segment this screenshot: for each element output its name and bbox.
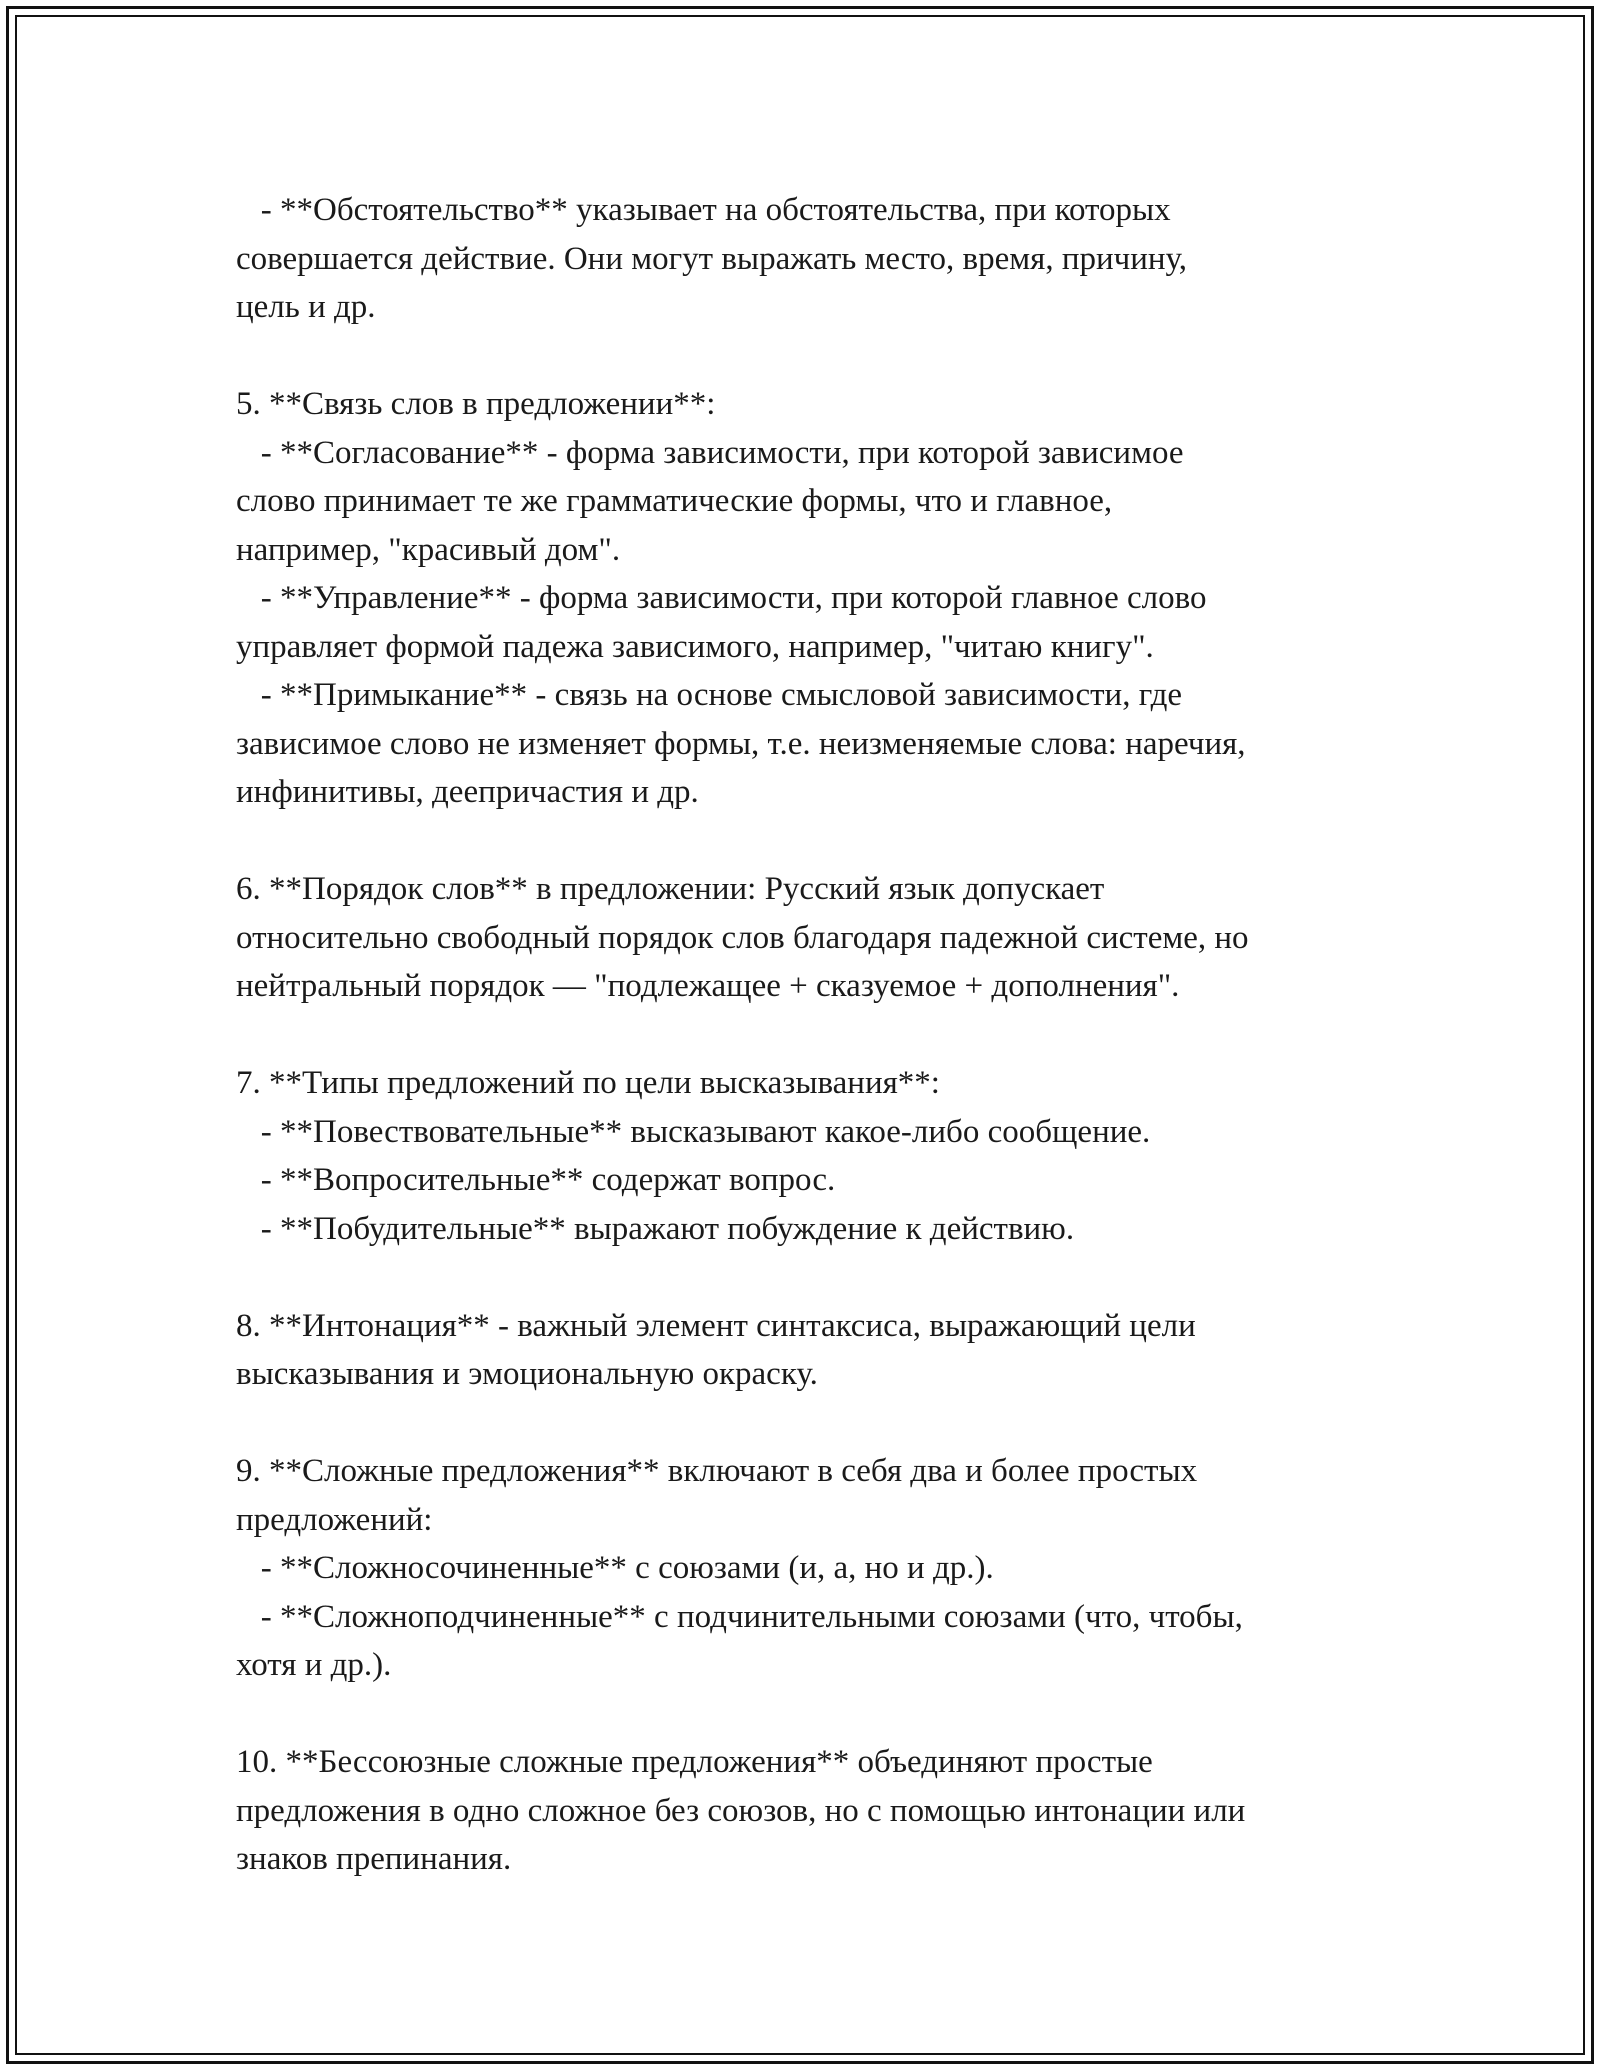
blank-line [236, 1253, 1386, 1302]
text-line: - **Сложноподчиненные** с подчинительными союзами (что, чтобы, [236, 1598, 1243, 1635]
text-line: - **Управление** - форма зависимости, при которой главное слово [236, 580, 1207, 616]
text-line: - **Обстоятельство** указывает на обстоятельства, при которых [236, 192, 1171, 228]
text-line: 9. **Сложные предложения** включают в себя два и более простых [236, 1453, 1198, 1489]
text-line: - **Побудительные** выражают побуждение к действию. [236, 1210, 1075, 1247]
blank-line [236, 332, 1386, 381]
text-line: знаков препинания. [236, 1841, 512, 1877]
text-line: высказывания и эмоциональную окраску. [236, 1356, 818, 1392]
text-line: относительно свободный порядок слов благодаря падежной системе, но [236, 919, 1249, 956]
text-line: - **Согласование** - форма зависимости, при которой зависимое [236, 434, 1184, 471]
text-line: предложений: [236, 1501, 433, 1538]
text-line: 10. **Бессоюзные сложные предложения** объединяют простые [236, 1744, 1153, 1780]
blank-line [236, 1690, 1386, 1739]
text-line: 6. **Порядок слов** в предложении: Русский язык допускает [236, 871, 1105, 907]
text-line: - **Вопросительные** содержат вопрос. [236, 1162, 836, 1198]
text-line: хотя и др.). [236, 1647, 392, 1683]
text-line: 5. **Связь слов в предложении**: [236, 386, 716, 422]
text-line: 7. **Типы предложений по цели высказывания**: [236, 1065, 940, 1101]
text-line: нейтральный порядок — "подлежащее + сказуемое + дополнения". [236, 968, 1180, 1004]
text-line: предложения в одно сложное без союзов, но с помощью интонации или [236, 1792, 1246, 1829]
text-line: цель и др. [236, 289, 376, 325]
blank-line [236, 1399, 1386, 1448]
blank-line [236, 817, 1386, 866]
text-line: зависимое слово не изменяет формы, т.е. неизменяемые слова: наречия, [236, 725, 1246, 762]
text-line: - **Сложносочиненные** с союзами (и, а, но и др.). [236, 1550, 994, 1586]
text-line: - **Повествовательные** высказывают какое-либо сообщение. [236, 1113, 1151, 1150]
text-line: слово принимает те же грамматические формы, что и главное, [236, 483, 1113, 519]
text-line: 8. **Интонация** - важный элемент синтаксиса, выражающий цели [236, 1307, 1196, 1344]
document-body [236, 186, 1386, 1884]
text-line: инфинитивы, деепричастия и др. [236, 774, 699, 810]
blank-line [236, 1011, 1386, 1060]
text-line: управляет формой падежа зависимого, например, "читаю книгу". [236, 628, 1154, 665]
text-line: например, "красивый дом". [236, 531, 621, 568]
text-line: совершается действие. Они могут выражать место, время, причину, [236, 240, 1188, 277]
text-line: - **Примыкание** - связь на основе смысловой зависимости, где [236, 677, 1183, 713]
